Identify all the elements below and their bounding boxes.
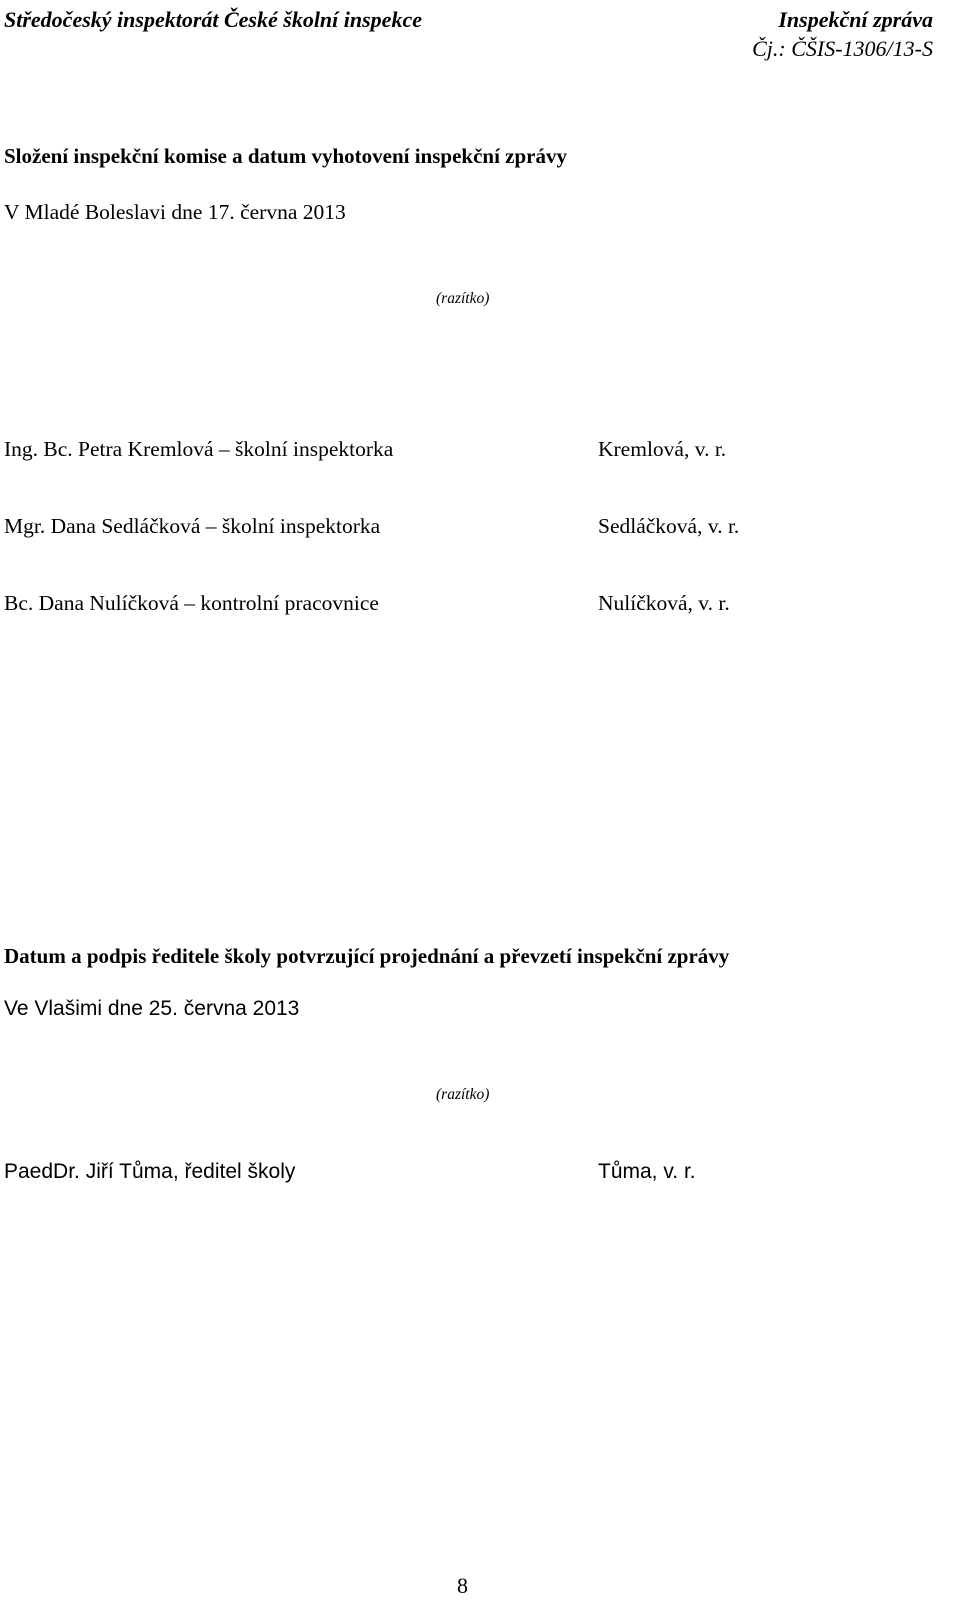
header-organization: Středočeský inspektorát České školní inspekce — [4, 7, 422, 32]
header-reference: Čj.: ČŠIS-1306/13-S — [752, 36, 933, 61]
commission-member-name: Ing. Bc. Petra Kremlová – školní inspektorka — [4, 437, 394, 461]
commission-member-name: Bc. Dana Nulíčková – kontrolní pracovnice — [4, 591, 379, 615]
commission-member-name: Mgr. Dana Sedláčková – školní inspektorka — [4, 514, 381, 538]
director-heading: Datum a podpis ředitele školy potvrzující projednání a převzetí inspekční zprávy — [4, 944, 730, 968]
director-signature: Tůma, v. r. — [598, 1160, 696, 1183]
commission-heading: Složení inspekční komise a datum vyhotovení inspekční zprávy — [4, 144, 567, 168]
commission-stamp: (razítko) — [436, 290, 490, 307]
director-place-date: Ve Vlašimi dne 25. června 2013 — [4, 997, 300, 1020]
commission-member-signature: Sedláčková, v. r. — [598, 514, 740, 538]
header-doc-type: Inspekční zpráva — [778, 7, 933, 32]
commission-member-signature: Kremlová, v. r. — [598, 437, 727, 461]
commission-member-signature: Nulíčková, v. r. — [598, 591, 730, 615]
page-number: 8 — [457, 1573, 468, 1598]
director-name: PaedDr. Jiří Tůma, ředitel školy — [4, 1160, 296, 1183]
commission-place-date: V Mladé Boleslavi dne 17. června 2013 — [4, 200, 346, 224]
director-stamp: (razítko) — [436, 1086, 490, 1103]
